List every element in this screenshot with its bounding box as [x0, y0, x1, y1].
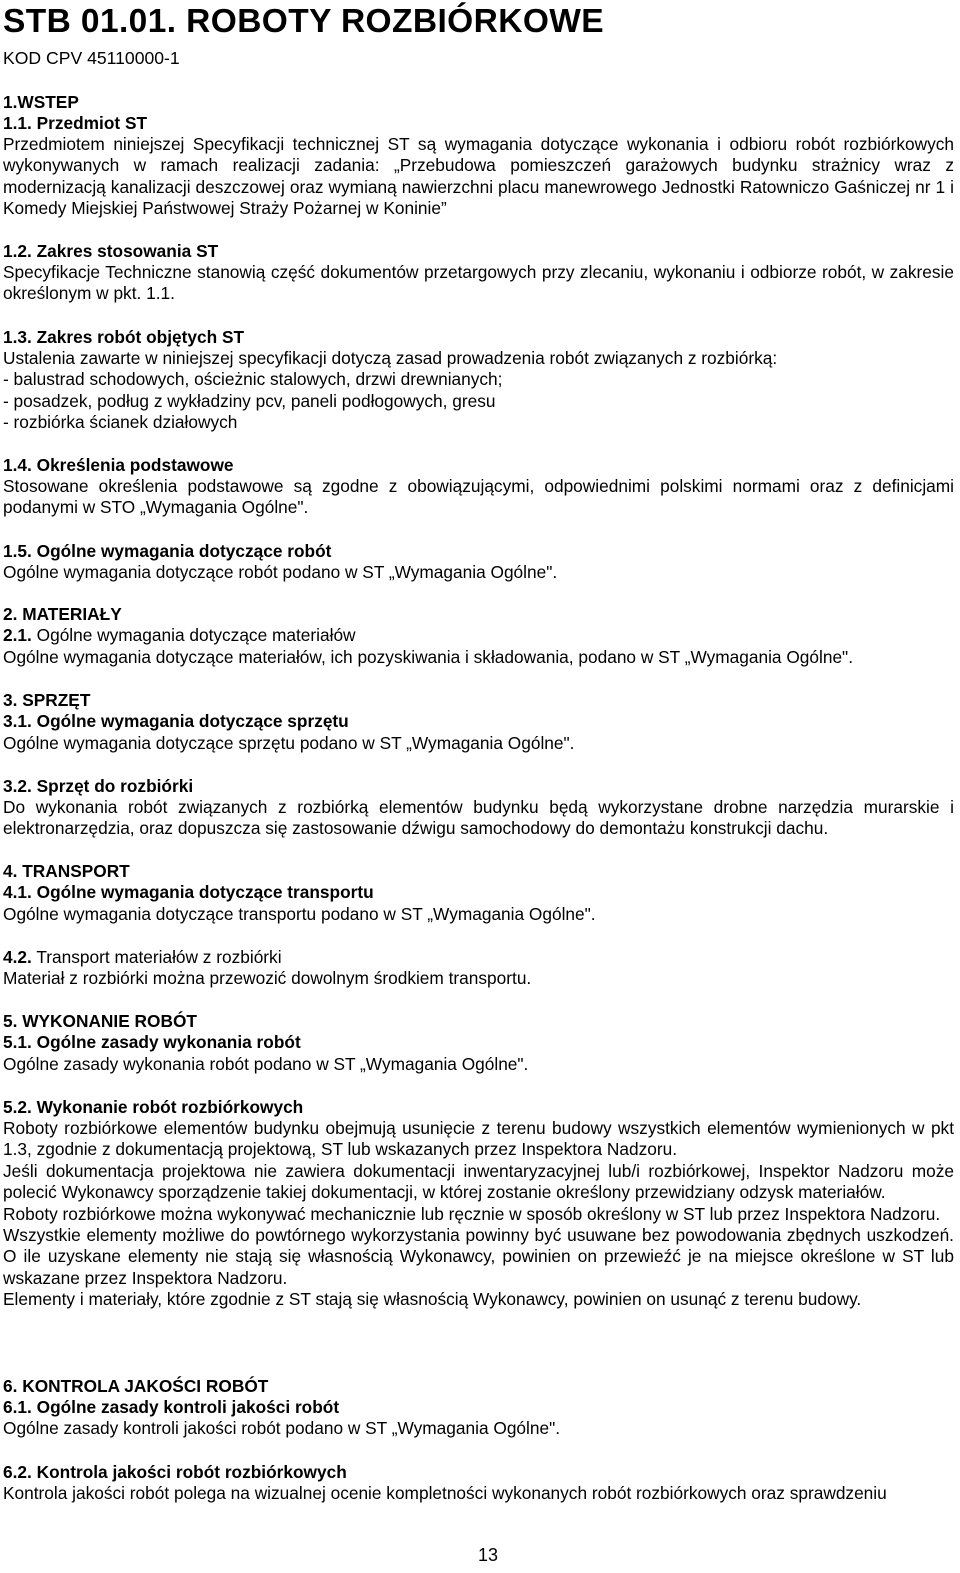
section-2-1-heading: 2.1. Ogólne wymagania dotyczące materiałów — [3, 625, 356, 645]
section-3-heading: 3. SPRZĘT — [3, 690, 91, 710]
section-6-1-heading: 6.1. Ogólne zasady kontroli jakości robót — [3, 1397, 340, 1417]
section-1-5-text: Ogólne wymagania dotyczące robót podano w ST „Wymagania Ogólne". — [3, 562, 558, 582]
section-4-2-heading-text: Transport materiałów z rozbiórki — [36, 947, 282, 967]
section-5-1-heading: 5.1. Ogólne zasady wykonania robót — [3, 1032, 301, 1052]
section-1-3-line: Ustalenia zawarte w niniejszej specyfikacji dotyczą zasad prowadzenia robót związanych z rozbiórką: — [3, 348, 778, 368]
section-1-3-list — [3, 348, 954, 434]
section-1-3-line: - rozbiórka ścianek działowych — [3, 412, 238, 433]
section-3-2-text: Do wykonania robót związanych z rozbiórką elementów budynku będą wykorzystane drobne narzędzia murarskie i elektronarzędzia, oraz dopuszcza się zastosowanie dźwigu samochodowy do demontażu konstrukcji dachu. — [3, 797, 954, 839]
section-2-1-text: Ogólne wymagania dotyczące materiałów, ich pozyskiwania i składowania, podano w ST „Wymagania Ogólne". — [3, 647, 853, 667]
cpv-code: KOD CPV 45110000-1 — [3, 48, 180, 68]
section-3-1-heading: 3.1. Ogólne wymagania dotyczące sprzętu — [3, 711, 349, 731]
section-4-1-text: Ogólne wymagania dotyczące transportu podano w ST „Wymagania Ogólne". — [3, 904, 596, 924]
section-1-1-heading: 1.1. Przedmiot ST — [3, 113, 148, 133]
section-1-3-line: - balustrad schodowych, ościeżnic stalowych, drzwi drewnianych; — [3, 369, 503, 390]
section-4-1-heading: 4.1. Ogólne wymagania dotyczące transportu — [3, 882, 374, 902]
section-1-5-heading: 1.5. Ogólne wymagania dotyczące robót — [3, 541, 332, 561]
page-number: 13 — [477, 1545, 499, 1565]
section-2-heading: 2. MATERIAŁY — [3, 604, 122, 624]
section-1-4-text: Stosowane określenia podstawowe są zgodne z obowiązującymi, odpowiednimi polskimi normami oraz z definicjami podanymi w STO „Wymagania Ogólne". — [3, 476, 954, 518]
section-1-3-line: - posadzek, podług z wykładziny pcv, paneli podłogowych, gresu — [3, 390, 496, 411]
section-4-2-text: Materiał z rozbiórki można przewozić dowolnym środkiem transportu. — [3, 968, 532, 988]
section-1-heading: 1.WSTEP — [3, 92, 79, 112]
section-5-2-body — [3, 1118, 954, 1311]
section-5-1-text: Ogólne zasady wykonania robót podano w ST „Wymagania Ogólne". — [3, 1054, 529, 1074]
section-3-2-heading: 3.2. Sprzęt do rozbiórki — [3, 776, 194, 796]
section-5-heading: 5. WYKONANIE ROBÓT — [3, 1011, 197, 1031]
section-4-heading: 4. TRANSPORT — [3, 861, 130, 881]
section-1-4-heading: 1.4. Określenia podstawowe — [3, 455, 234, 475]
section-3-1-text: Ogólne wymagania dotyczące sprzętu podano w ST „Wymagania Ogólne". — [3, 733, 575, 753]
section-2-1-heading-text: Ogólne wymagania dotyczące materiałów — [36, 625, 356, 645]
section-5-2-paragraph: Elementy i materiały, które zgodnie z ST stają się własnością Wykonawcy, powinien on usunąć z terenu budowy. — [3, 1289, 862, 1310]
section-6-1-text: Ogólne zasady kontroli jakości robót podano w ST „Wymagania Ogólne". — [3, 1418, 561, 1438]
section-4-2-heading: 4.2. Transport materiałów z rozbiórki — [3, 947, 282, 967]
section-6-heading: 6. KONTROLA JAKOŚCI ROBÓT — [3, 1376, 269, 1396]
section-1-2-heading: 1.2. Zakres stosowania ST — [3, 241, 219, 261]
section-6-2-heading: 6.2. Kontrola jakości robót rozbiórkowych — [3, 1462, 347, 1482]
section-1-2-text: Specyfikacje Techniczne stanowią część dokumentów przetargowych przy zlecaniu, wykonaniu i odbiorze robót, w zakresie określonym w pkt. 1.1. — [3, 262, 954, 304]
section-6-2-text: Kontrola jakości robót polega na wizualnej ocenie kompletności wykonanych robót rozbiórkowych oraz sprawdzeniu — [3, 1483, 887, 1503]
section-1-3-heading: 1.3. Zakres robót objętych ST — [3, 327, 245, 347]
document-title: STB 01.01. ROBOTY ROZBIÓRKOWE — [3, 3, 605, 40]
section-5-2-paragraph: Roboty rozbiórkowe elementów budynku obejmują usunięcie z terenu budowy wszystkich elementów wymienionych w pkt 1.3, zgodnie z dokumentacją projektową, ST lub wskazanych przez Inspektora Nadzoru. — [3, 1118, 954, 1160]
section-5-2-paragraph: Roboty rozbiórkowe można wykonywać mechanicznie lub ręcznie w sposób określony w ST lub przez Inspektora Nadzoru. — [3, 1203, 941, 1224]
section-5-2-heading: 5.2. Wykonanie robót rozbiórkowych — [3, 1097, 304, 1117]
section-5-2-paragraph: Wszystkie elementy możliwe do powtórnego wykorzystania powinny być usuwane bez powodowania zbędnych uszkodzeń. O ile uzyskane elementy nie stają się własnością Wykonawcy, powinien on przewieźć je na miejsce określone w ST lub wskazane przez Inspektora Nadzoru. — [3, 1225, 954, 1288]
section-5-2-paragraph: Jeśli dokumentacja projektowa nie zawiera dokumentacji inwentaryzacyjnej lub/i rozbiórkowej, Inspektor Nadzoru może polecić Wykonawcy sporządzenie takiej dokumentacji, w której zostanie określony przewidziany odzysk materiałów. — [3, 1160, 954, 1203]
section-1-1-text: Przedmiotem niniejszej Specyfikacji technicznej ST są wymagania dotyczące wykonania i odbioru robót rozbiórkowych wykonywanych w ramach realizacji zadania: „Przebudowa pomieszczeń garażowych budynku strażnicy wraz z modernizacją kanalizacji deszczowej oraz wymianą nawierzchni placu manewrowego Jednostki Ratowniczo Gaśniczej nr 1 i Komedy Miejskiej Państwowej Straży Pożarnej w Koninie” — [3, 134, 954, 219]
